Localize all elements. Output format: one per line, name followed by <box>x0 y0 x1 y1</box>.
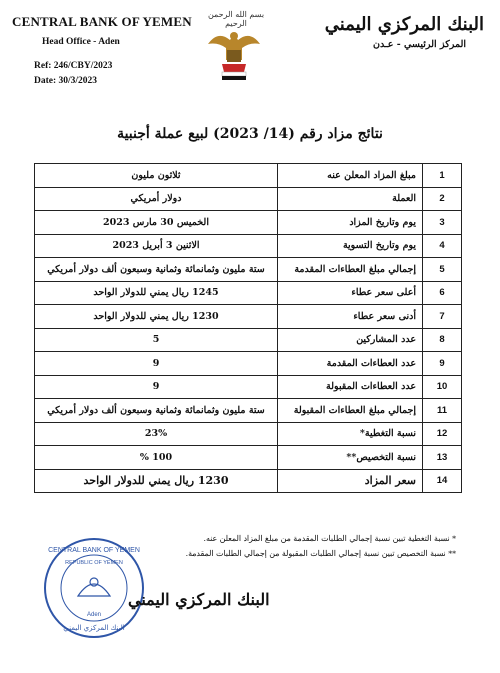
row-label: نسبة التغطية* <box>278 422 423 446</box>
row-value: الخميس 30 مارس 2023 <box>35 211 278 235</box>
row-value: 1230 ريال يمني للدولار الواحد <box>35 469 278 493</box>
row-number: 13 <box>423 446 462 470</box>
table-row <box>35 164 462 188</box>
row-label: سعر المزاد <box>278 469 423 493</box>
reference-number: Ref: 246/CBY/2023 <box>34 61 113 71</box>
office-en: Head Office - Aden <box>42 37 120 47</box>
header-english <box>12 14 192 86</box>
svg-text:البنك المركزي اليمني: البنك المركزي اليمني <box>63 624 125 632</box>
row-label: نسبة التخصيص** <box>278 446 423 470</box>
row-label: مبلغ المزاد المعلن عنه <box>278 164 423 188</box>
row-value: 1230 ريال يمني للدولار الواحد <box>35 305 278 329</box>
row-value: 5 <box>35 328 278 352</box>
row-label: إجمالي مبلغ العطاءات المقبولة <box>278 399 423 423</box>
row-number: 12 <box>423 422 462 446</box>
row-label: إجمالي مبلغ العطاءات المقدمة <box>278 258 423 282</box>
row-label: عدد العطاءات المقدمة <box>278 352 423 376</box>
table-row <box>35 469 462 493</box>
signature-bank-name: البنك المركزي اليمني <box>128 590 270 609</box>
header-arabic <box>325 14 484 50</box>
row-label: أعلى سعر عطاء <box>278 281 423 305</box>
row-label: عدد المشاركين <box>278 328 423 352</box>
row-number: 10 <box>423 375 462 399</box>
svg-text:REPUBLIC OF YEMEN: REPUBLIC OF YEMEN <box>65 560 123 566</box>
row-number: 6 <box>423 281 462 305</box>
row-value: دولار أمريكي <box>35 187 278 211</box>
row-value: ثلاثون مليون <box>35 164 278 188</box>
row-label: يوم وتاريخ المزاد <box>278 211 423 235</box>
table-row <box>35 352 462 376</box>
row-number: 8 <box>423 328 462 352</box>
table-row <box>35 446 462 470</box>
footnotes <box>186 531 456 561</box>
row-value: الاثنين 3 أبريل 2023 <box>35 234 278 258</box>
eagle-emblem-icon <box>204 14 264 86</box>
row-number: 7 <box>423 305 462 329</box>
row-label: عدد العطاءات المقبولة <box>278 375 423 399</box>
row-value: 9 <box>35 375 278 399</box>
row-number: 14 <box>423 469 462 493</box>
table-row <box>35 305 462 329</box>
table-row <box>35 187 462 211</box>
footnote-allocation: ** نسبة التخصيص تبين نسبة إجمالي الطلبات المقبولة من إجمالي الطلبات المقدمة. <box>185 549 456 558</box>
row-label: العملة <box>278 187 423 211</box>
document-title: نتائج مزاد رقم (14/ 2023) لبيع عملة أجنبية <box>117 126 383 142</box>
table-row <box>35 422 462 446</box>
footnote-coverage: * نسبة التغطية تبين نسبة إجمالي الطلبات المقدمة من مبلغ المزاد المعلن عنه. <box>203 534 456 543</box>
row-value: 100 % <box>35 446 278 470</box>
row-number: 9 <box>423 352 462 376</box>
row-label: أدنى سعر عطاء <box>278 305 423 329</box>
row-value: 1245 ريال يمني للدولار الواحد <box>35 281 278 305</box>
row-number: 5 <box>423 258 462 282</box>
row-number: 3 <box>423 211 462 235</box>
svg-text:Aden: Aden <box>86 612 102 618</box>
row-value: 9 <box>35 352 278 376</box>
bank-name-ar: البنك المركزي اليمني <box>324 14 484 35</box>
bank-name-en: CENTRAL BANK OF YEMEN <box>12 14 192 29</box>
table-row <box>35 375 462 399</box>
table-row <box>35 211 462 235</box>
row-value: ستة مليون وثمانمائة وثمانية وسبعون ألف دولار أمريكي <box>35 258 278 282</box>
table-row <box>35 258 462 282</box>
table-row <box>35 328 462 352</box>
row-label: يوم وتاريخ التسوية <box>278 234 423 258</box>
row-value: 23% <box>35 422 278 446</box>
row-number: 11 <box>423 399 462 423</box>
table-row <box>35 281 462 305</box>
svg-text:CENTRAL BANK OF YEMEN: CENTRAL BANK OF YEMEN <box>48 547 140 554</box>
row-number: 4 <box>423 234 462 258</box>
row-number: 2 <box>423 187 462 211</box>
table-row <box>35 399 462 423</box>
bank-stamp-icon <box>42 536 146 640</box>
office-ar: المركز الرئيسي - عـدن <box>373 39 466 50</box>
basmala: بسم الله الرحمن الرحيم <box>207 10 265 28</box>
auction-results-table <box>34 163 462 493</box>
table-row <box>35 234 462 258</box>
row-number: 1 <box>423 164 462 188</box>
document-date: Date: 30/3/2023 <box>34 76 98 86</box>
row-value: ستة مليون وثمانمائة وثمانية وسبعون ألف دولار أمريكي <box>35 399 278 423</box>
